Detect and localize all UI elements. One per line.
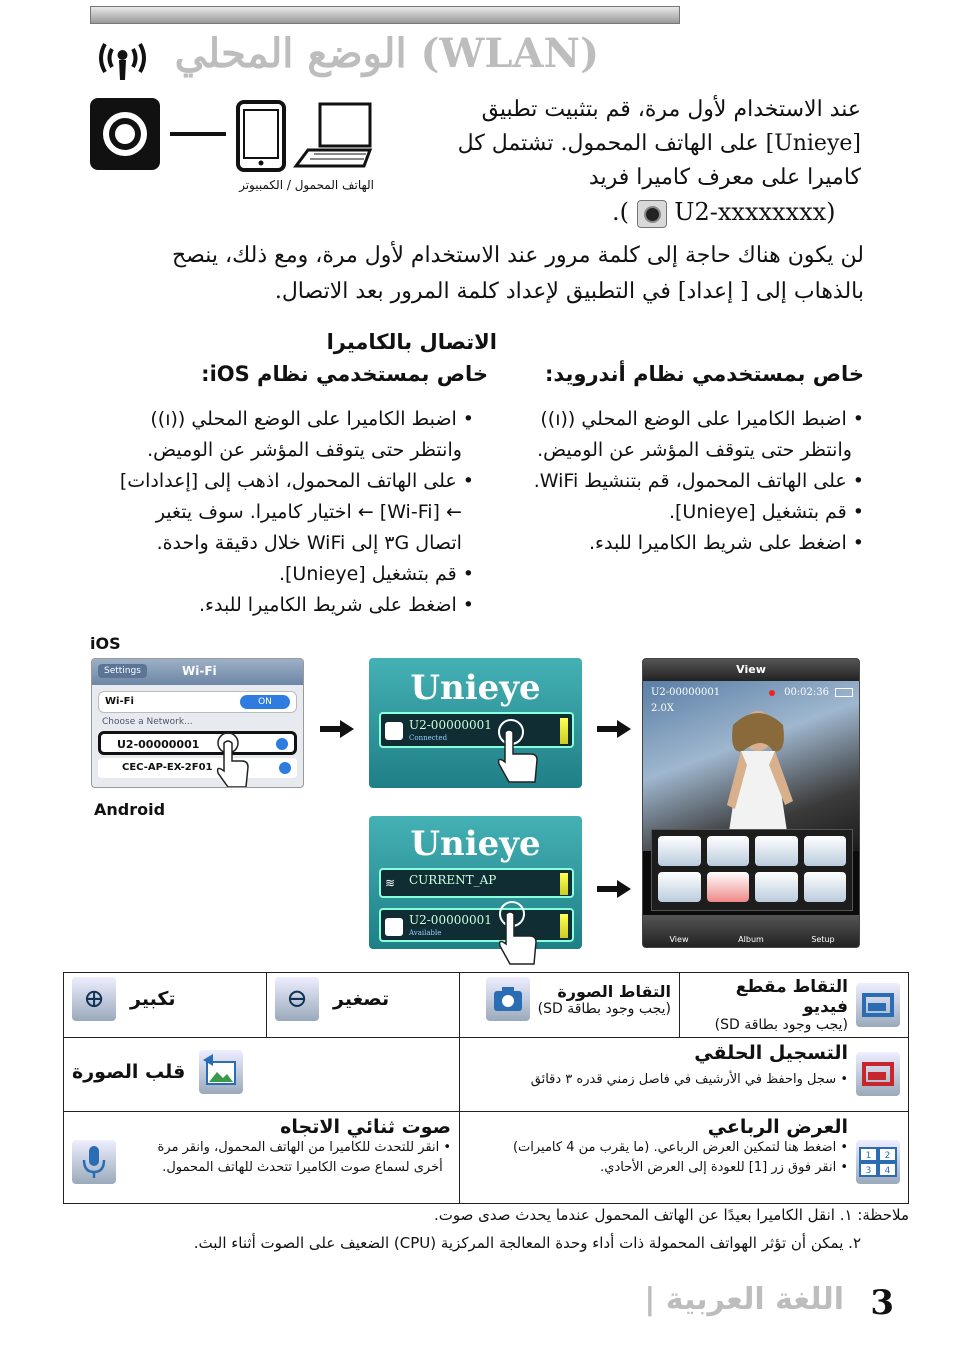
network-name: CEC-AP-EX-2F01	[122, 762, 213, 773]
device-caption: الهاتف المحمول / الكمبيوتر	[239, 178, 374, 192]
signal-bar	[560, 873, 568, 895]
ap-name: CURRENT_AP	[409, 873, 497, 887]
note-1: ملاحظة: ١. انقل الكاميرا بعيدًا عن الهاتف المحمول عندما يحدث صدى صوت.	[433, 1206, 909, 1224]
feature-note: أخرى لسماع صوت الكاميرا تتحدث للهاتف المحمول.	[162, 1160, 443, 1175]
camera-id: U2-00000001	[409, 913, 492, 927]
cell-photo	[460, 973, 680, 1038]
feature-note: • انقر فوق زر [1] للعودة إلى العرض الأحادي.	[600, 1160, 848, 1175]
note-2: ٢. يمكن أن تؤثر الهواتف المحمولة ذات أداء وحدة المعالجة المركزية (CPU) الضعيف على الصوت أثناء البث.	[193, 1234, 861, 1252]
feature-name: تكبير	[130, 988, 176, 1010]
tap-hand-icon	[489, 716, 549, 786]
arrow-right-icon	[597, 880, 631, 898]
wlan-icon: ((ı))	[150, 408, 186, 430]
tab-view[interactable]: View	[669, 935, 689, 944]
camera-id: U2-00000001	[409, 718, 492, 732]
wifi-toggle[interactable]: ON	[240, 695, 290, 709]
arrow-right-icon	[320, 720, 354, 738]
flip-button[interactable]	[707, 836, 750, 866]
list-item: • قم بتشغيل [Unieye].	[668, 501, 864, 523]
intro-line-1: عند الاستخدام لأول مرة، قم بتثبيت تطبيق	[481, 97, 861, 122]
intro-line-2: [Unieye] على الهاتف المحمول. تشتمل كل	[457, 131, 861, 156]
camera-icon	[486, 977, 530, 1021]
feature-note: (يجب وجود بطاقة SD)	[714, 1017, 848, 1033]
camera-id-template: U2-xxxxxxxx)	[674, 198, 836, 226]
intro-line-3: كاميرا على معرف كاميرا فريد	[588, 165, 861, 190]
feature-name: قلب الصورة	[72, 1061, 186, 1083]
app-logo: Unieye	[410, 668, 541, 708]
feature-note: • اضغط هنا لتمكين العرض الرباعي. (ما يقرب من 4 كاميرات)	[512, 1140, 848, 1155]
tab-album[interactable]: Album	[738, 935, 764, 944]
camera-icon	[385, 722, 403, 740]
top-rule-bar	[90, 6, 680, 24]
wlan-icon	[95, 38, 150, 82]
intro-line-5: لن يكون هناك حاجة إلى كلمة مرور عند الاستخدام لأول مرة، ومع ذلك، ينصح	[171, 243, 864, 268]
settings-back-button[interactable]: Settings	[98, 664, 147, 678]
feature-name: العرض الرباعي	[707, 1116, 848, 1138]
choose-network-label: Choose a Network...	[102, 717, 193, 727]
camera-id: U2-00000001	[651, 687, 721, 698]
android-label: Android	[94, 800, 166, 819]
ios-title: خاص بمستخدمي نظام iOS:	[201, 362, 488, 386]
battery-icon	[835, 688, 853, 697]
cell-audio	[64, 1112, 460, 1204]
signal-bar	[560, 914, 568, 938]
camera-icon	[385, 918, 403, 936]
record-time: 00:02:36	[784, 687, 829, 698]
feature-note: • سجل واحفظ في الأرشيف في فاصل زمني قدره ٣ دقائق	[530, 1072, 848, 1087]
ios-label: iOS	[90, 634, 121, 653]
page-title: الوضع المحلي (WLAN)	[174, 30, 599, 77]
connect-heading: الاتصال بالكاميرا	[326, 330, 497, 354]
quad-view-icon	[856, 1140, 900, 1184]
cell-flip	[64, 1038, 460, 1112]
ios-wifi-screenshot	[91, 658, 304, 788]
android-bullets	[484, 404, 864, 559]
ios-navbar	[92, 659, 303, 685]
flip-image-icon	[199, 1050, 243, 1094]
feature-name: تصغير	[333, 988, 390, 1010]
bottom-tabbar	[643, 915, 859, 947]
list-item: • قم بتشغيل [Unieye].	[278, 563, 474, 585]
wlan-icon: ((ı))	[540, 408, 576, 430]
mic-button[interactable]	[755, 836, 798, 866]
android-title: خاص بمستخدمي نظام أندرويد:	[544, 362, 864, 386]
rec-dot-icon	[769, 690, 775, 696]
list-item: وانتظر حتى يتوقف المؤشر عن الوميض.	[147, 439, 462, 461]
cell-record	[460, 1038, 909, 1112]
live-view-image	[643, 681, 859, 851]
list-item: اتصال ٣G إلى WiFi خلال دقيقة واحدة.	[156, 532, 462, 554]
quad-view-button[interactable]	[804, 836, 847, 866]
svg-text:4: 4	[884, 1166, 891, 1176]
list-item: • اضبط الكاميرا على الوضع المحلي ((ı))	[150, 408, 474, 430]
video-icon	[856, 983, 900, 1027]
dot-paren: .(	[612, 198, 637, 226]
detail-disclosure-icon[interactable]	[279, 762, 291, 774]
feature-name: صوت ثنائي الاتجاه	[280, 1116, 451, 1138]
tab-setup[interactable]: Setup	[811, 935, 835, 944]
cell-zoom-in	[64, 973, 267, 1038]
svg-text:3: 3	[865, 1166, 872, 1176]
list-item: • اضغط على شريط الكاميرا للبدء.	[589, 532, 864, 554]
zoom-in-button[interactable]	[658, 836, 701, 866]
cell-quad	[460, 1112, 909, 1204]
wifi-label: Wi-Fi	[105, 696, 134, 707]
detail-disclosure-icon[interactable]	[276, 738, 288, 750]
wifi-title: Wi-Fi	[182, 664, 217, 678]
wifi-icon: ≋	[385, 876, 396, 890]
camera-id-line	[612, 198, 836, 228]
app-logo: Unieye	[410, 824, 541, 864]
footer-language: اللغة العربية |	[644, 1282, 844, 1317]
feature-name: التقاط مقطع فيديو	[735, 977, 848, 1017]
feature-note: • انقر للتحدث للكاميرا من الهاتف المحمول، وانقر مرة	[157, 1140, 451, 1155]
unieye-android-screenshot	[369, 816, 582, 949]
list-item: • على الهاتف المحمول، قم بتنشيط WiFi.	[533, 470, 864, 492]
page-number: 3	[870, 1283, 894, 1323]
loop-record-icon	[856, 1052, 900, 1096]
feature-name: التقاط الصورة	[557, 981, 671, 1001]
unieye-connected-screenshot	[369, 658, 582, 788]
network-name: U2-00000001	[117, 738, 200, 751]
zoom-level: 2.0X	[651, 703, 675, 714]
list-item: • اضغط على شريط الكاميرا للبدء.	[199, 594, 474, 616]
network-row-other[interactable]	[98, 758, 297, 778]
view-screenshot	[642, 658, 860, 948]
status-text: Connected	[409, 734, 448, 742]
ios-bullets	[94, 404, 474, 621]
signal-bar	[560, 718, 568, 744]
snapshot-button[interactable]	[755, 872, 798, 902]
feature-table	[63, 972, 909, 1204]
loop-record-button[interactable]	[707, 872, 750, 902]
tap-hand-icon	[490, 898, 546, 968]
cell-zoom-out	[267, 973, 460, 1038]
view-title: View	[643, 659, 859, 681]
video-button[interactable]	[804, 872, 847, 902]
zoom-out-button[interactable]	[658, 872, 701, 902]
list-item: • على الهاتف المحمول، اذهب إلى [إعدادات]	[119, 470, 474, 492]
network-row-camera[interactable]	[98, 731, 297, 755]
svg-text:2: 2	[884, 1151, 891, 1161]
cell-video	[680, 973, 909, 1038]
list-item: • اضبط الكاميرا على الوضع المحلي ((ı))	[540, 408, 864, 430]
control-grid	[651, 829, 853, 911]
camera-phone-laptop-diagram	[88, 96, 378, 176]
unieye-icon	[637, 200, 667, 228]
intro-line-6: بالذهاب إلى [ إعداد] في التطبيق لإعداد كلمة المرور بعد الاتصال.	[274, 279, 864, 304]
zoom-out-icon: ⊖	[275, 977, 319, 1021]
feature-name: التسجيل الحلقي	[694, 1042, 848, 1064]
wifi-toggle-row	[98, 691, 297, 713]
feature-note: (يجب وجود بطاقة SD)	[537, 1000, 671, 1017]
tap-hand-icon	[212, 731, 252, 788]
microphone-icon	[72, 1140, 116, 1184]
svg-text:1: 1	[865, 1151, 872, 1161]
zoom-in-icon: ⊕	[72, 977, 116, 1021]
status-text: Available	[409, 929, 442, 937]
list-item: ← [Wi-Fi] ← اختيار كاميرا. سوف يتغير	[155, 501, 462, 523]
arrow-right-icon	[597, 720, 631, 738]
list-item: وانتظر حتى يتوقف المؤشر عن الوميض.	[537, 439, 852, 461]
current-ap-bar[interactable]	[379, 868, 574, 898]
